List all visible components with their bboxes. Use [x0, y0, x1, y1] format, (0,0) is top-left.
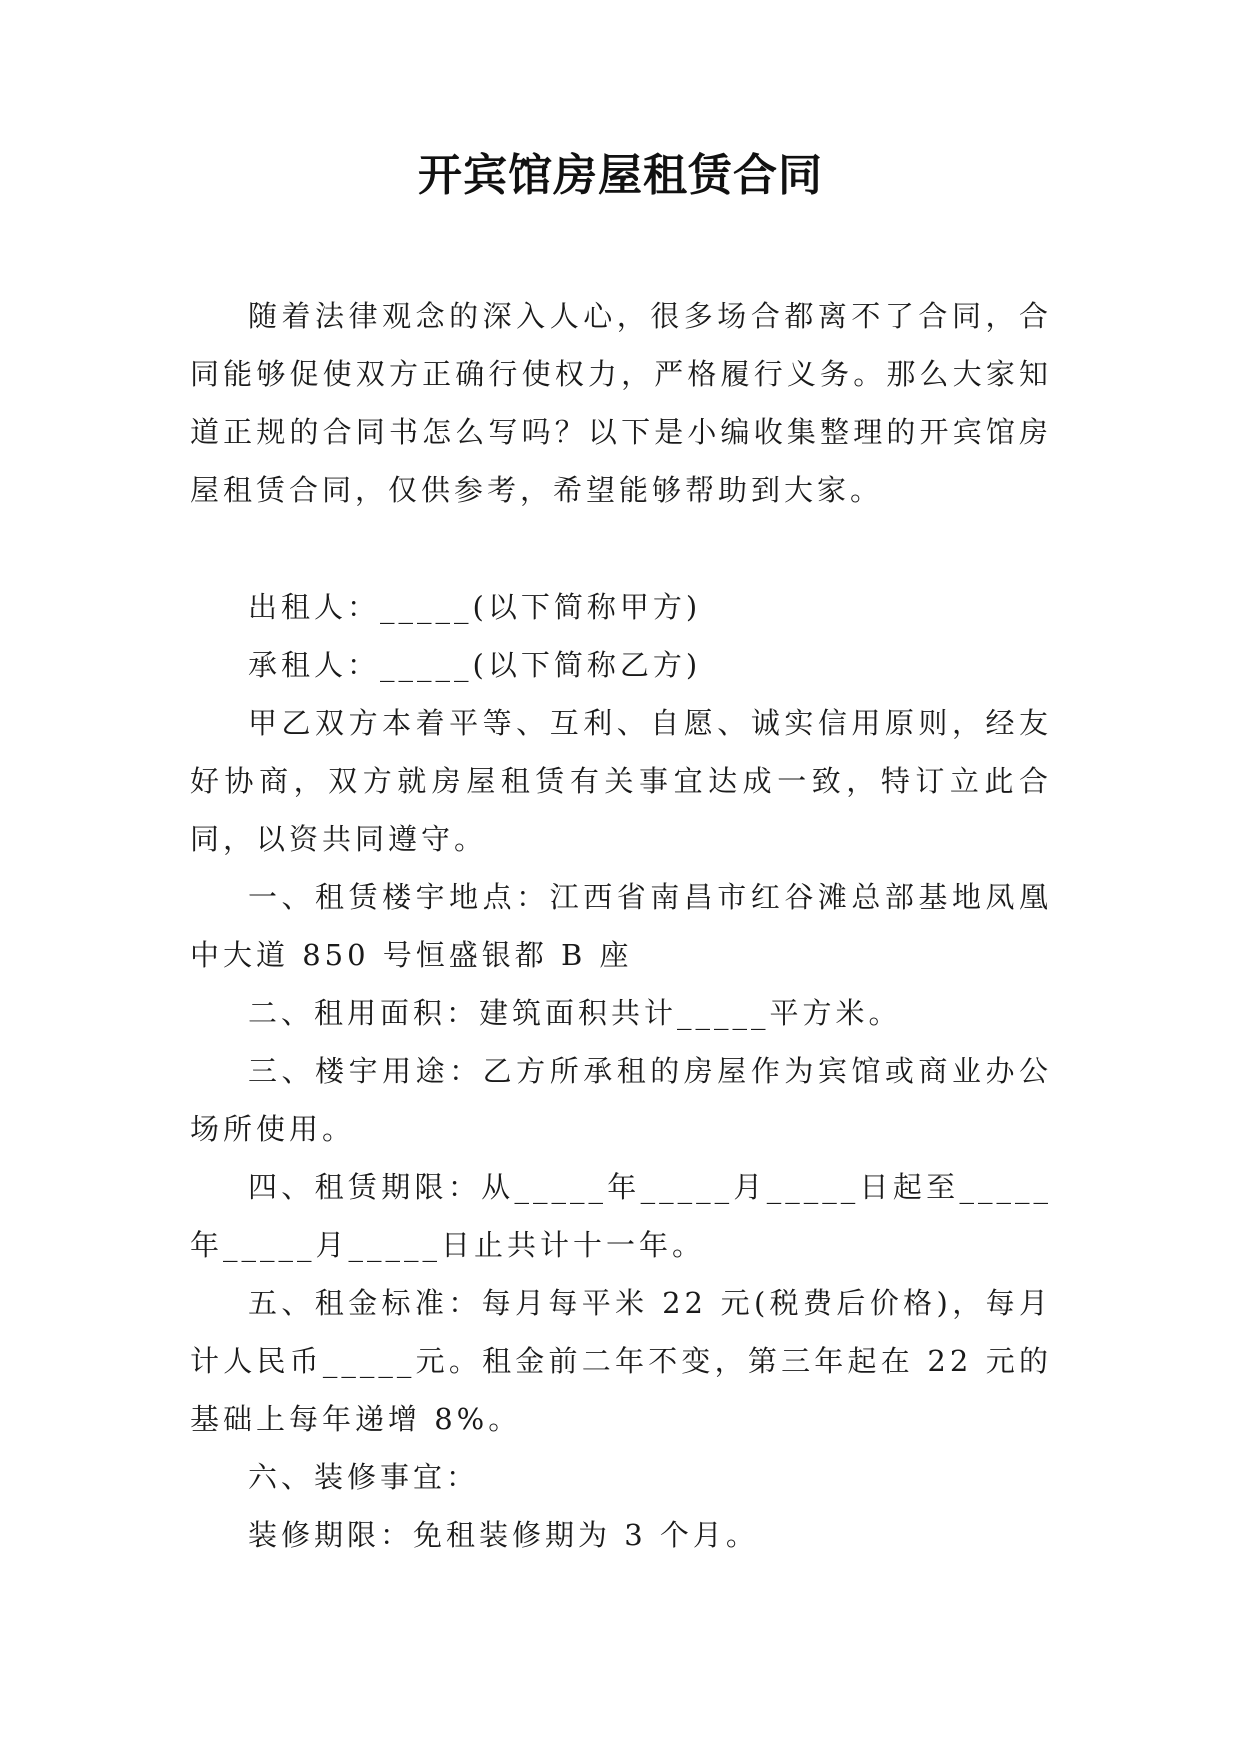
clause-rent: 五、租金标准：每月每平米 22 元(税费后价格)，每月计人民币_____元。租金前二年不变，第三年起在 22 元的基础上每年递增 8%。 — [190, 1286, 1052, 1436]
intro-paragraph: 随着法律观念的深入人心，很多场合都离不了合同，合同能够促使双方正确行使权力，严格履行义务。那么大家知道正规的合同书怎么写吗？以下是小编收集整理的开宾馆房屋租赁合同，仅供参考，希望能够帮助到大家。 — [190, 299, 1052, 507]
contract-body — [190, 578, 1052, 1564]
clause-location: 一、租赁楼宇地点：江西省南昌市红谷滩总部基地凤凰中大道 850 号恒盛银都 B 座 — [190, 880, 1052, 972]
preamble-paragraph: 甲乙双方本着平等、互利、自愿、诚实信用原则，经友好协商，双方就房屋租赁有关事宜达成一致，特订立此合同，以资共同遵守。 — [190, 706, 1052, 856]
document-title: 开宾馆房屋租赁合同 — [418, 150, 823, 201]
clause-renovation-heading: 六、装修事宜： — [248, 1460, 480, 1494]
lessee-line: 承租人：_____(以下简称乙方) — [248, 648, 702, 682]
intro-section — [190, 287, 1052, 519]
lessor-line: 出租人：_____(以下简称甲方) — [248, 590, 702, 624]
clause-renovation-period: 装修期限：免租装修期为 3 个月。 — [248, 1518, 759, 1552]
clause-area: 二、租用面积：建筑面积共计_____平方米。 — [248, 996, 902, 1030]
clause-usage: 三、楼宇用途：乙方所承租的房屋作为宾馆或商业办公场所使用。 — [190, 1054, 1052, 1146]
clause-term: 四、租赁期限：从_____年_____月_____日起至_____年_____月_____日止共计十一年。 — [190, 1170, 1052, 1262]
